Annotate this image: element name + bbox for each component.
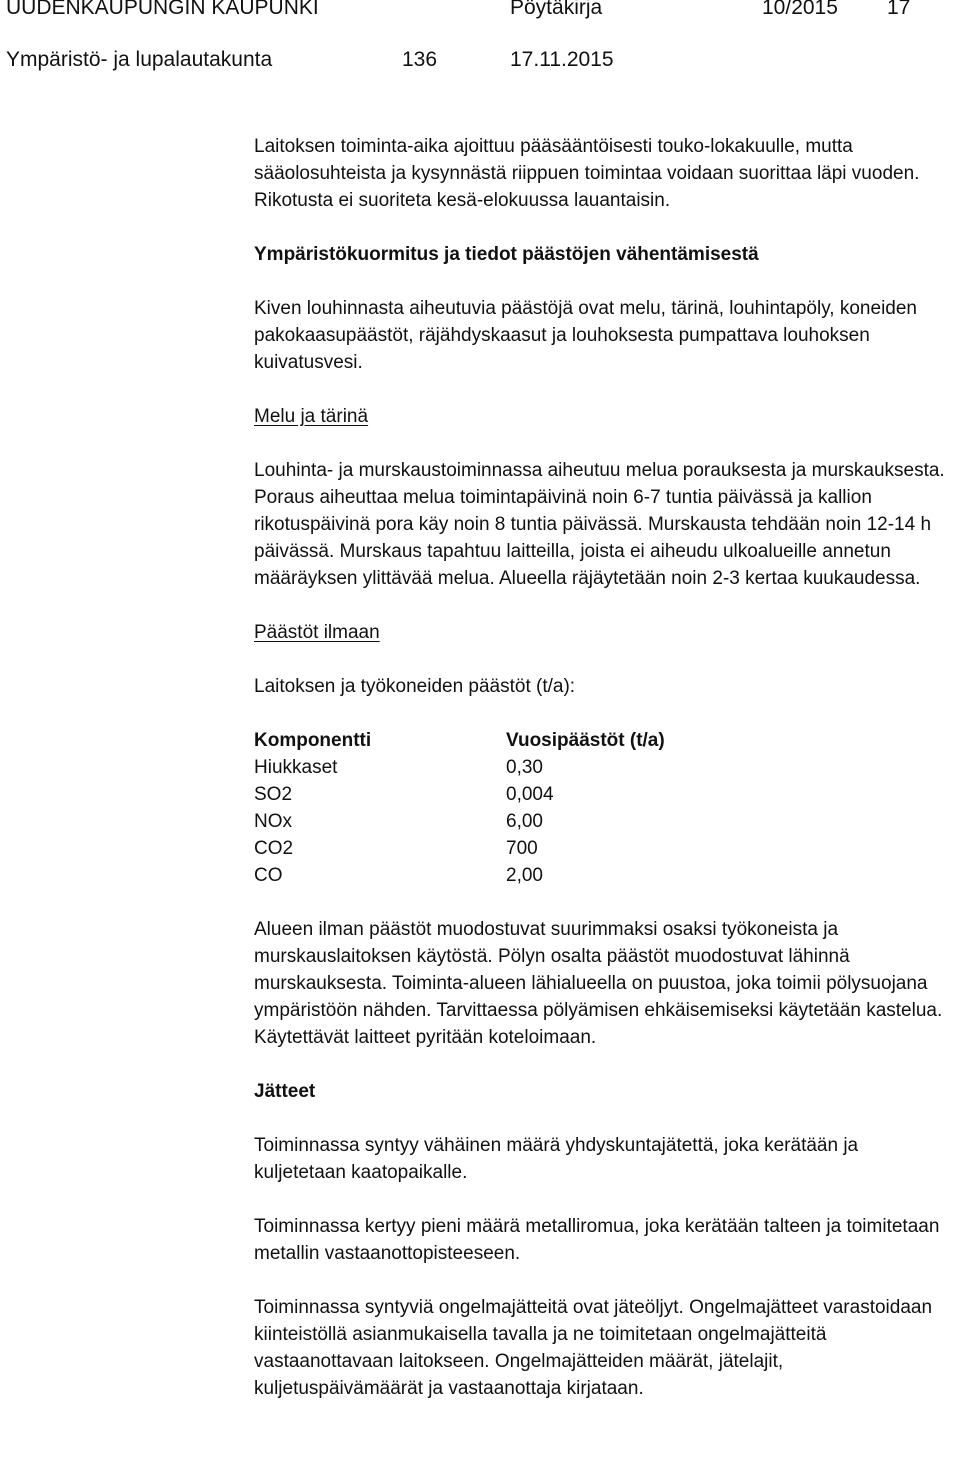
table-row (254, 808, 665, 835)
table-row (254, 862, 665, 889)
section-number: 136 (402, 48, 438, 71)
meeting-date: 17.11.2015 (510, 48, 614, 71)
table-header-row (254, 727, 665, 754)
issue-number: 10/2015 (762, 0, 838, 19)
emissions-table (254, 727, 665, 889)
waste-paragraph-metal: Toiminnassa kertyy pieni määrä metalliromua, joka kerätään talteen ja toimitetaan metallin vastaanottopisteeseen. (254, 1216, 940, 1264)
organization-name: UUDENKAUPUNGIN KAUPUNKI (6, 0, 319, 19)
table-cell-value: 0,30 (506, 757, 543, 778)
section-heading-environmental-load: Ympäristökuormitus ja tiedot päästöjen vähentämisestä (254, 244, 759, 265)
table-cell-component: NOx (254, 811, 292, 832)
committee-name: Ympäristö- ja lupalautakunta (6, 48, 273, 71)
table-header-annual-emissions: Vuosipäästöt (t/a) (506, 730, 665, 751)
document-body (254, 133, 948, 1402)
table-cell-value: 0,004 (506, 784, 554, 805)
waste-paragraph-municipal: Toiminnassa syntyy vähäinen määrä yhdyskuntajätettä, joka kerätään ja kuljetetaan kaatopaikalle. (254, 1135, 859, 1183)
emissions-paragraph: Kiven louhinnasta aiheutuvia päästöjä ovat melu, tärinä, louhintapöly, koneiden pakokaasupäästöt, räjähdyskaasut ja louhoksesta pumpattava louhoksen kuivatusvesi. (254, 298, 917, 373)
subsection-heading-noise: Melu ja tärinä (254, 406, 369, 427)
intro-paragraph: Laitoksen toiminta-aika ajoittuu pääsääntöisesti touko-lokakuulle, mutta sääolosuhteista ja kysynnästä riippuen toimintaa voidaan suorittaa läpi vuoden. Rikotusta ei suoriteta kesä-elokuussa lauantaisin. (254, 136, 920, 211)
section-heading-waste: Jätteet (254, 1081, 316, 1102)
document-header (0, 0, 960, 80)
table-intro: Laitoksen ja työkoneiden päästöt (t/a): (254, 676, 576, 697)
page-number: 17 (887, 0, 911, 19)
table-cell-value: 2,00 (506, 865, 543, 886)
noise-paragraph: Louhinta- ja murskaustoiminnassa aiheutuu melua porauksesta ja murskauksesta. Poraus aiheuttaa melua toimintapäivinä noin 6-7 tuntia päivässä ja kallion rikotuspäivinä pora käy noin 8 tuntia päivässä. Murskausta tehdään noin 12-14 h päivässä. Murskaus tapahtuu laitteilla, joista ei aiheudu ulkoalueille annetun määräyksen ylittävää melua. Alueella räjäytetään noin 2-3 kertaa kuukaudessa. (254, 460, 945, 589)
table-cell-value: 700 (506, 838, 538, 859)
air-emissions-paragraph: Alueen ilman päästöt muodostuvat suurimmaksi osaksi työkoneista ja murskauslaitoksen käytöstä. Pölyn osalta päästöt muodostuvat lähinnä murskauksesta. Toiminta-alueen lähialueella on puustoa, joka toimii pölysuojana ympäristöön nähden. Tarvittaessa pölyämisen ehkäisemiseksi käytetään kastelua. Käytettävät laitteet pyritään koteloimaan. (254, 919, 943, 1048)
waste-paragraph-hazardous: Toiminnassa syntyviä ongelmajätteitä ovat jäteöljyt. Ongelmajätteet varastoidaan kiinteistöllä asianmukaisella tavalla ja ne toimitetaan ongelmajätteitä vastaanottavaan laitokseen. Ongelmajätteiden määrät, jätelajit, kuljetuspäivämäärät ja vastaanottaja kirjataan. (254, 1297, 933, 1399)
table-cell-component: CO (254, 865, 283, 886)
table-cell-component: SO2 (254, 784, 293, 805)
document-type: Pöytäkirja (510, 0, 603, 19)
table-row (254, 835, 665, 862)
table-cell-component: Hiukkaset (254, 757, 338, 778)
subsection-heading-air: Päästöt ilmaan (254, 622, 380, 643)
table-row (254, 754, 665, 781)
table-header-component: Komponentti (254, 730, 372, 751)
table-cell-value: 6,00 (506, 811, 543, 832)
table-row (254, 781, 665, 808)
table-cell-component: CO2 (254, 838, 294, 859)
